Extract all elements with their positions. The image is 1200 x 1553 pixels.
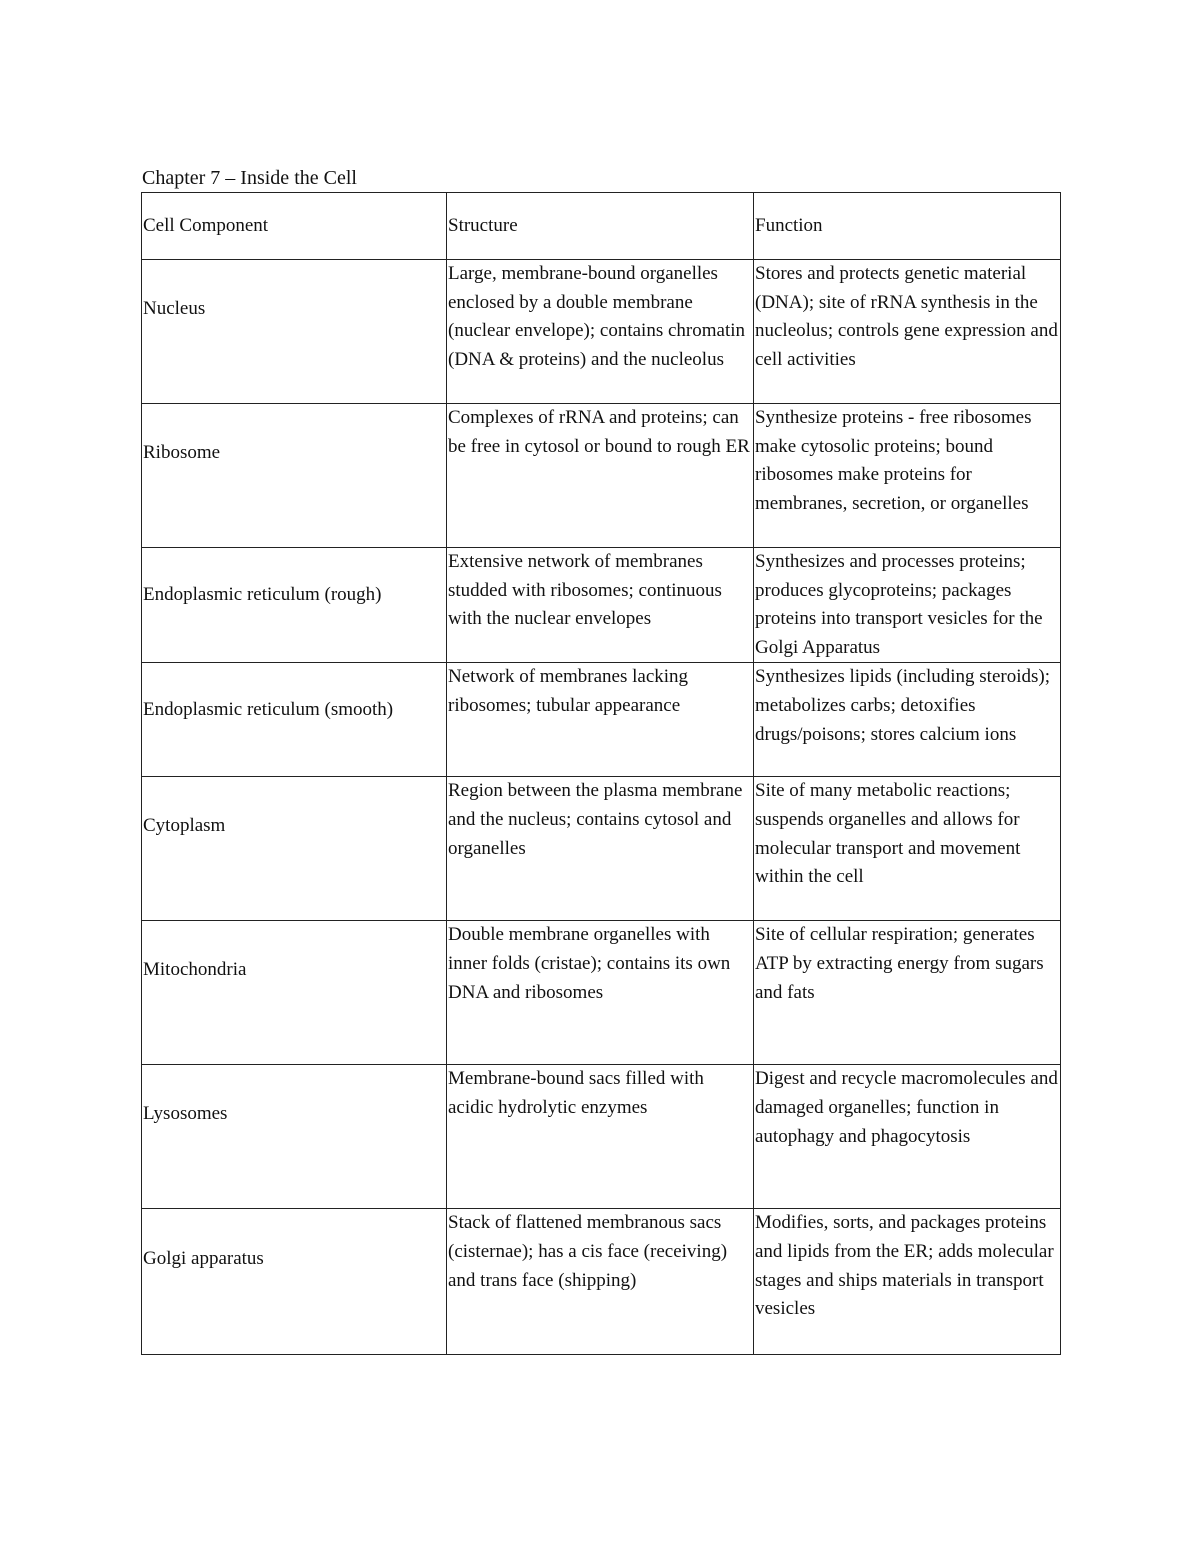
row-function: Site of many metabolic reactions; suspends organelles and allows for molecular transport and movement within the cell (754, 777, 1061, 921)
table-header-row (142, 193, 1061, 260)
row-component: Endoplasmic reticulum (smooth) (142, 663, 447, 777)
row-component: Ribosome (142, 404, 447, 548)
row-component: Nucleus (142, 260, 447, 404)
row-function: Digest and recycle macromolecules and damaged organelles; function in autophagy and phagocytosis (754, 1065, 1061, 1209)
table-row-er-smooth (142, 663, 1061, 777)
row-structure: Complexes of rRNA and proteins; can be free in cytosol or bound to rough ER (447, 404, 754, 548)
row-function: Synthesizes lipids (including steroids); metabolizes carbs; detoxifies drugs/poisons; stores calcium ions (754, 663, 1061, 777)
cell-components-table (141, 192, 1061, 1355)
document-title: Chapter 7 – Inside the Cell (142, 167, 357, 189)
row-component: Endoplasmic reticulum (rough) (142, 548, 447, 663)
row-structure: Region between the plasma membrane and the nucleus; contains cytosol and organelles (447, 777, 754, 921)
header-function: Function (754, 193, 1061, 260)
row-function: Modifies, sorts, and packages proteins and lipids from the ER; adds molecular stages and ships materials in transport vesicles (754, 1209, 1061, 1355)
table-row-cytoplasm (142, 777, 1061, 921)
row-structure: Stack of flattened membranous sacs (cisternae); has a cis face (receiving) and trans face (shipping) (447, 1209, 754, 1355)
row-structure: Large, membrane-bound organelles enclosed by a double membrane (nuclear envelope); contains chromatin (DNA & proteins) and the nucleolus (447, 260, 754, 404)
row-component: Cytoplasm (142, 777, 447, 921)
row-function: Site of cellular respiration; generates ATP by extracting energy from sugars and fats (754, 921, 1061, 1065)
row-component: Lysosomes (142, 1065, 447, 1209)
row-structure: Double membrane organelles with inner folds (cristae); contains its own DNA and ribosomes (447, 921, 754, 1065)
table-row-er-rough (142, 548, 1061, 663)
header-cell-component: Cell Component (142, 193, 447, 260)
row-function: Synthesizes and processes proteins; produces glycoproteins; packages proteins into transport vesicles for the Golgi Apparatus (754, 548, 1061, 663)
header-structure: Structure (447, 193, 754, 260)
table-row-ribosome (142, 404, 1061, 548)
table-row-nucleus (142, 260, 1061, 404)
table-row-lysosomes (142, 1065, 1061, 1209)
row-function: Stores and protects genetic material (DNA); site of rRNA synthesis in the nucleolus; controls gene expression and cell activities (754, 260, 1061, 404)
row-structure: Network of membranes lacking ribosomes; tubular appearance (447, 663, 754, 777)
table-row-mitochondria (142, 921, 1061, 1065)
row-structure: Membrane-bound sacs filled with acidic hydrolytic enzymes (447, 1065, 754, 1209)
row-structure: Extensive network of membranes studded with ribosomes; continuous with the nuclear envelopes (447, 548, 754, 663)
row-component: Mitochondria (142, 921, 447, 1065)
table-row-golgi (142, 1209, 1061, 1355)
row-component: Golgi apparatus (142, 1209, 447, 1355)
row-function: Synthesize proteins - free ribosomes make cytosolic proteins; bound ribosomes make proteins for membranes, secretion, or organelles (754, 404, 1061, 548)
